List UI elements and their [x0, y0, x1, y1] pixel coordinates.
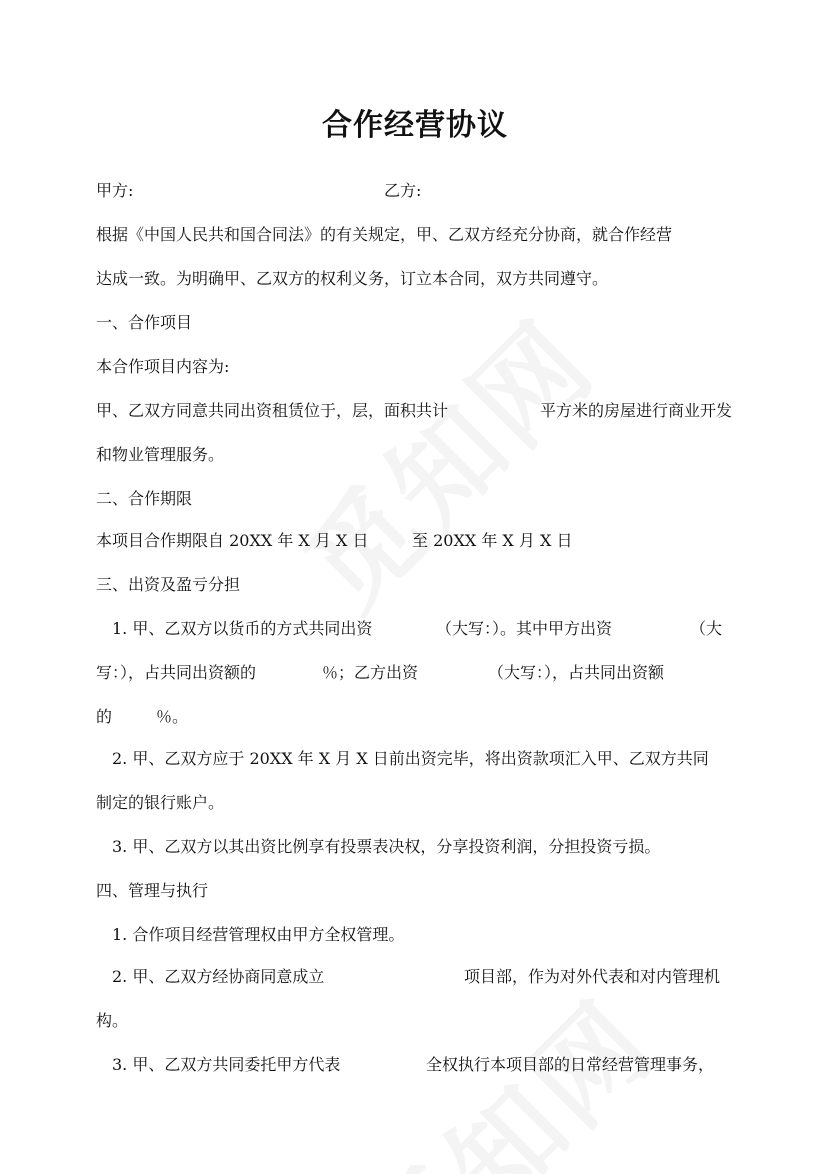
- clause-text: 3. 甲、乙双方共同委托甲方代表: [112, 1055, 341, 1074]
- paragraph-line: 至 20XX 年 X 月 X 日: [412, 531, 573, 550]
- paragraph-line: 甲、乙双方同意共同出资租赁位于，层，面积共计: [96, 401, 449, 420]
- clause-text: 1. 合作项目经营管理权由甲方全权管理。: [112, 925, 405, 944]
- paragraph-line: 平方米的房屋进行商业开发: [540, 401, 733, 420]
- clause-text: （大写：）。其中甲方出资: [436, 619, 613, 638]
- clause-text: ％。: [156, 707, 189, 726]
- watermark: [265, 280, 623, 638]
- section-3-heading: 三、出资及盈亏分担: [96, 575, 241, 594]
- section-2-heading: 二、合作期限: [96, 489, 193, 508]
- party-b-label: 乙方:: [384, 181, 422, 200]
- clause-text: 的: [96, 707, 113, 726]
- clause-text: 写：），占共同出资额的: [96, 663, 257, 682]
- paragraph-line: 和物业管理服务。: [96, 445, 225, 464]
- section-4-heading: 四、管理与执行: [96, 881, 209, 900]
- clause-text: 3. 甲、乙双方以其出资比例享有投票表决权，分享投资利润，分担投资亏损。: [112, 837, 661, 856]
- clause-text: 项目部，作为对外代表和对内管理机: [464, 967, 721, 986]
- clause-text: ％；乙方出资: [322, 663, 419, 682]
- clause-text: 全权执行本项目部的日常经营管理事务，: [426, 1055, 715, 1074]
- clause-text: 1. 甲、乙双方以货币的方式共同出资: [112, 619, 373, 638]
- clause-text: （大: [690, 619, 723, 638]
- party-a-label: 甲方:: [96, 181, 134, 200]
- clause-text: 2. 甲、乙双方经协商同意成立: [112, 967, 325, 986]
- clause-text: 构。: [96, 1011, 129, 1030]
- clause-text: 2. 甲、乙双方应于 20XX 年 X 月 X 日前出资完毕，将出资款项汇入甲、乙双方共同: [112, 749, 709, 768]
- paragraph-line: 本合作项目内容为:: [96, 357, 230, 376]
- section-1-heading: 一、合作项目: [96, 313, 193, 332]
- paragraph-line: 达成一致。为明确甲、乙双方的权利义务，订立本合同，双方共同遵守。: [96, 269, 609, 288]
- paragraph-line: 根据《中国人民共和国合同法》的有关规定，甲、乙双方经充分协商，就合作经营: [96, 225, 673, 244]
- paragraph-line: 本项目合作期限自 20XX 年 X 月 X 日: [96, 531, 369, 550]
- document-title: 合作经营协议: [322, 108, 508, 143]
- clause-text: 制定的银行账户。: [96, 793, 225, 812]
- clause-text: （大写：），占共同出资额: [488, 663, 665, 682]
